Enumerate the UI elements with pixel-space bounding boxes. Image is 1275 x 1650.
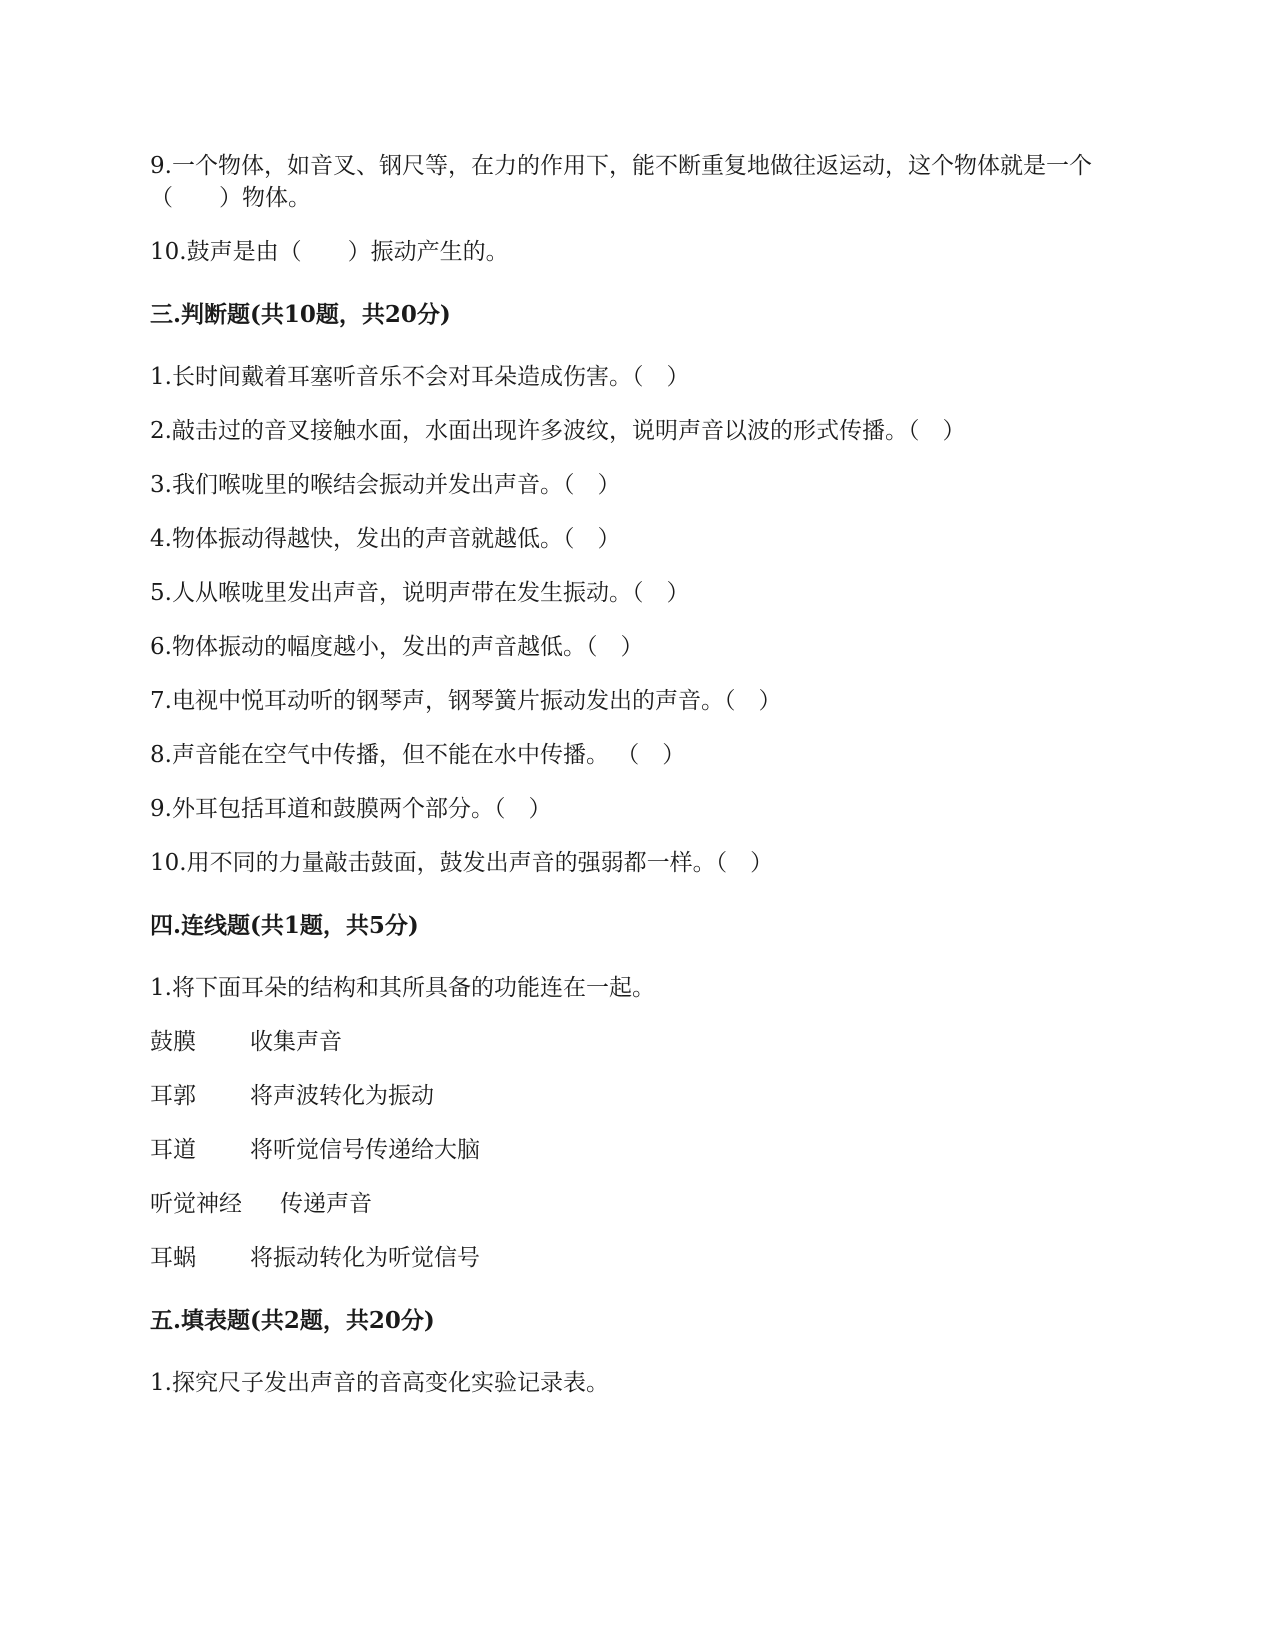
matching-left-item: 耳郭 <box>150 1083 196 1109</box>
matching-right-item: 将听觉信号传递给大脑 <box>250 1137 480 1163</box>
matching-left-item: 耳道 <box>150 1137 196 1163</box>
judge-question-7: 7.电视中悦耳动听的钢琴声，钢琴簧片振动发出的声音。（ ） <box>150 688 782 714</box>
matching-right-item: 收集声音 <box>250 1029 342 1055</box>
judge-question-1: 1.长时间戴着耳塞听音乐不会对耳朵造成伤害。（ ） <box>150 364 690 390</box>
section-5-title: 五.填表题(共2题，共20分) <box>150 1307 435 1334</box>
judge-question-4: 4.物体振动得越快，发出的声音就越低。（ ） <box>150 526 621 552</box>
judge-question-3: 3.我们喉咙里的喉结会振动并发出声音。（ ） <box>150 472 621 498</box>
document-page <box>150 150 1130 1399</box>
matching-question-1: 1.将下面耳朵的结构和其所具备的功能连在一起。 <box>150 975 655 1001</box>
matching-row <box>150 1188 1130 1220</box>
matching-left-item: 耳蜗 <box>150 1245 196 1271</box>
matching-left-item: 鼓膜 <box>150 1029 196 1055</box>
matching-row <box>150 1080 1130 1112</box>
section-3-title: 三.判断题(共10题，共20分) <box>150 301 451 328</box>
matching-row <box>150 1026 1130 1058</box>
matching-right-item: 将声波转化为振动 <box>250 1083 434 1109</box>
section-4-title: 四.连线题(共1题，共5分) <box>150 912 419 939</box>
table-question-1: 1.探究尺子发出声音的音高变化实验记录表。 <box>150 1370 609 1396</box>
fill-blank-question-10: 10.鼓声是由（ ）振动产生的。 <box>150 239 509 265</box>
judge-question-10: 10.用不同的力量敲击鼓面，鼓发出声音的强弱都一样。（ ） <box>150 850 774 876</box>
matching-right-item: 将振动转化为听觉信号 <box>250 1245 480 1271</box>
judge-question-8: 8.声音能在空气中传播，但不能在水中传播。 （ ） <box>150 742 686 768</box>
matching-left-item: 听觉神经 <box>150 1191 242 1217</box>
judge-question-6: 6.物体振动的幅度越小，发出的声音越低。（ ） <box>150 634 644 660</box>
judge-question-9: 9.外耳包括耳道和鼓膜两个部分。（ ） <box>150 796 552 822</box>
matching-row <box>150 1242 1130 1274</box>
matching-row <box>150 1134 1130 1166</box>
judge-question-5: 5.人从喉咙里发出声音，说明声带在发生振动。（ ） <box>150 580 690 606</box>
judge-question-2: 2.敲击过的音叉接触水面，水面出现许多波纹，说明声音以波的形式传播。（ ） <box>150 418 966 444</box>
fill-blank-question-9: 9.一个物体，如音叉、钢尺等，在力的作用下，能不断重复地做往返运动，这个物体就是一个（ ）物体。 <box>150 153 1092 211</box>
matching-right-item: 传递声音 <box>280 1191 372 1217</box>
